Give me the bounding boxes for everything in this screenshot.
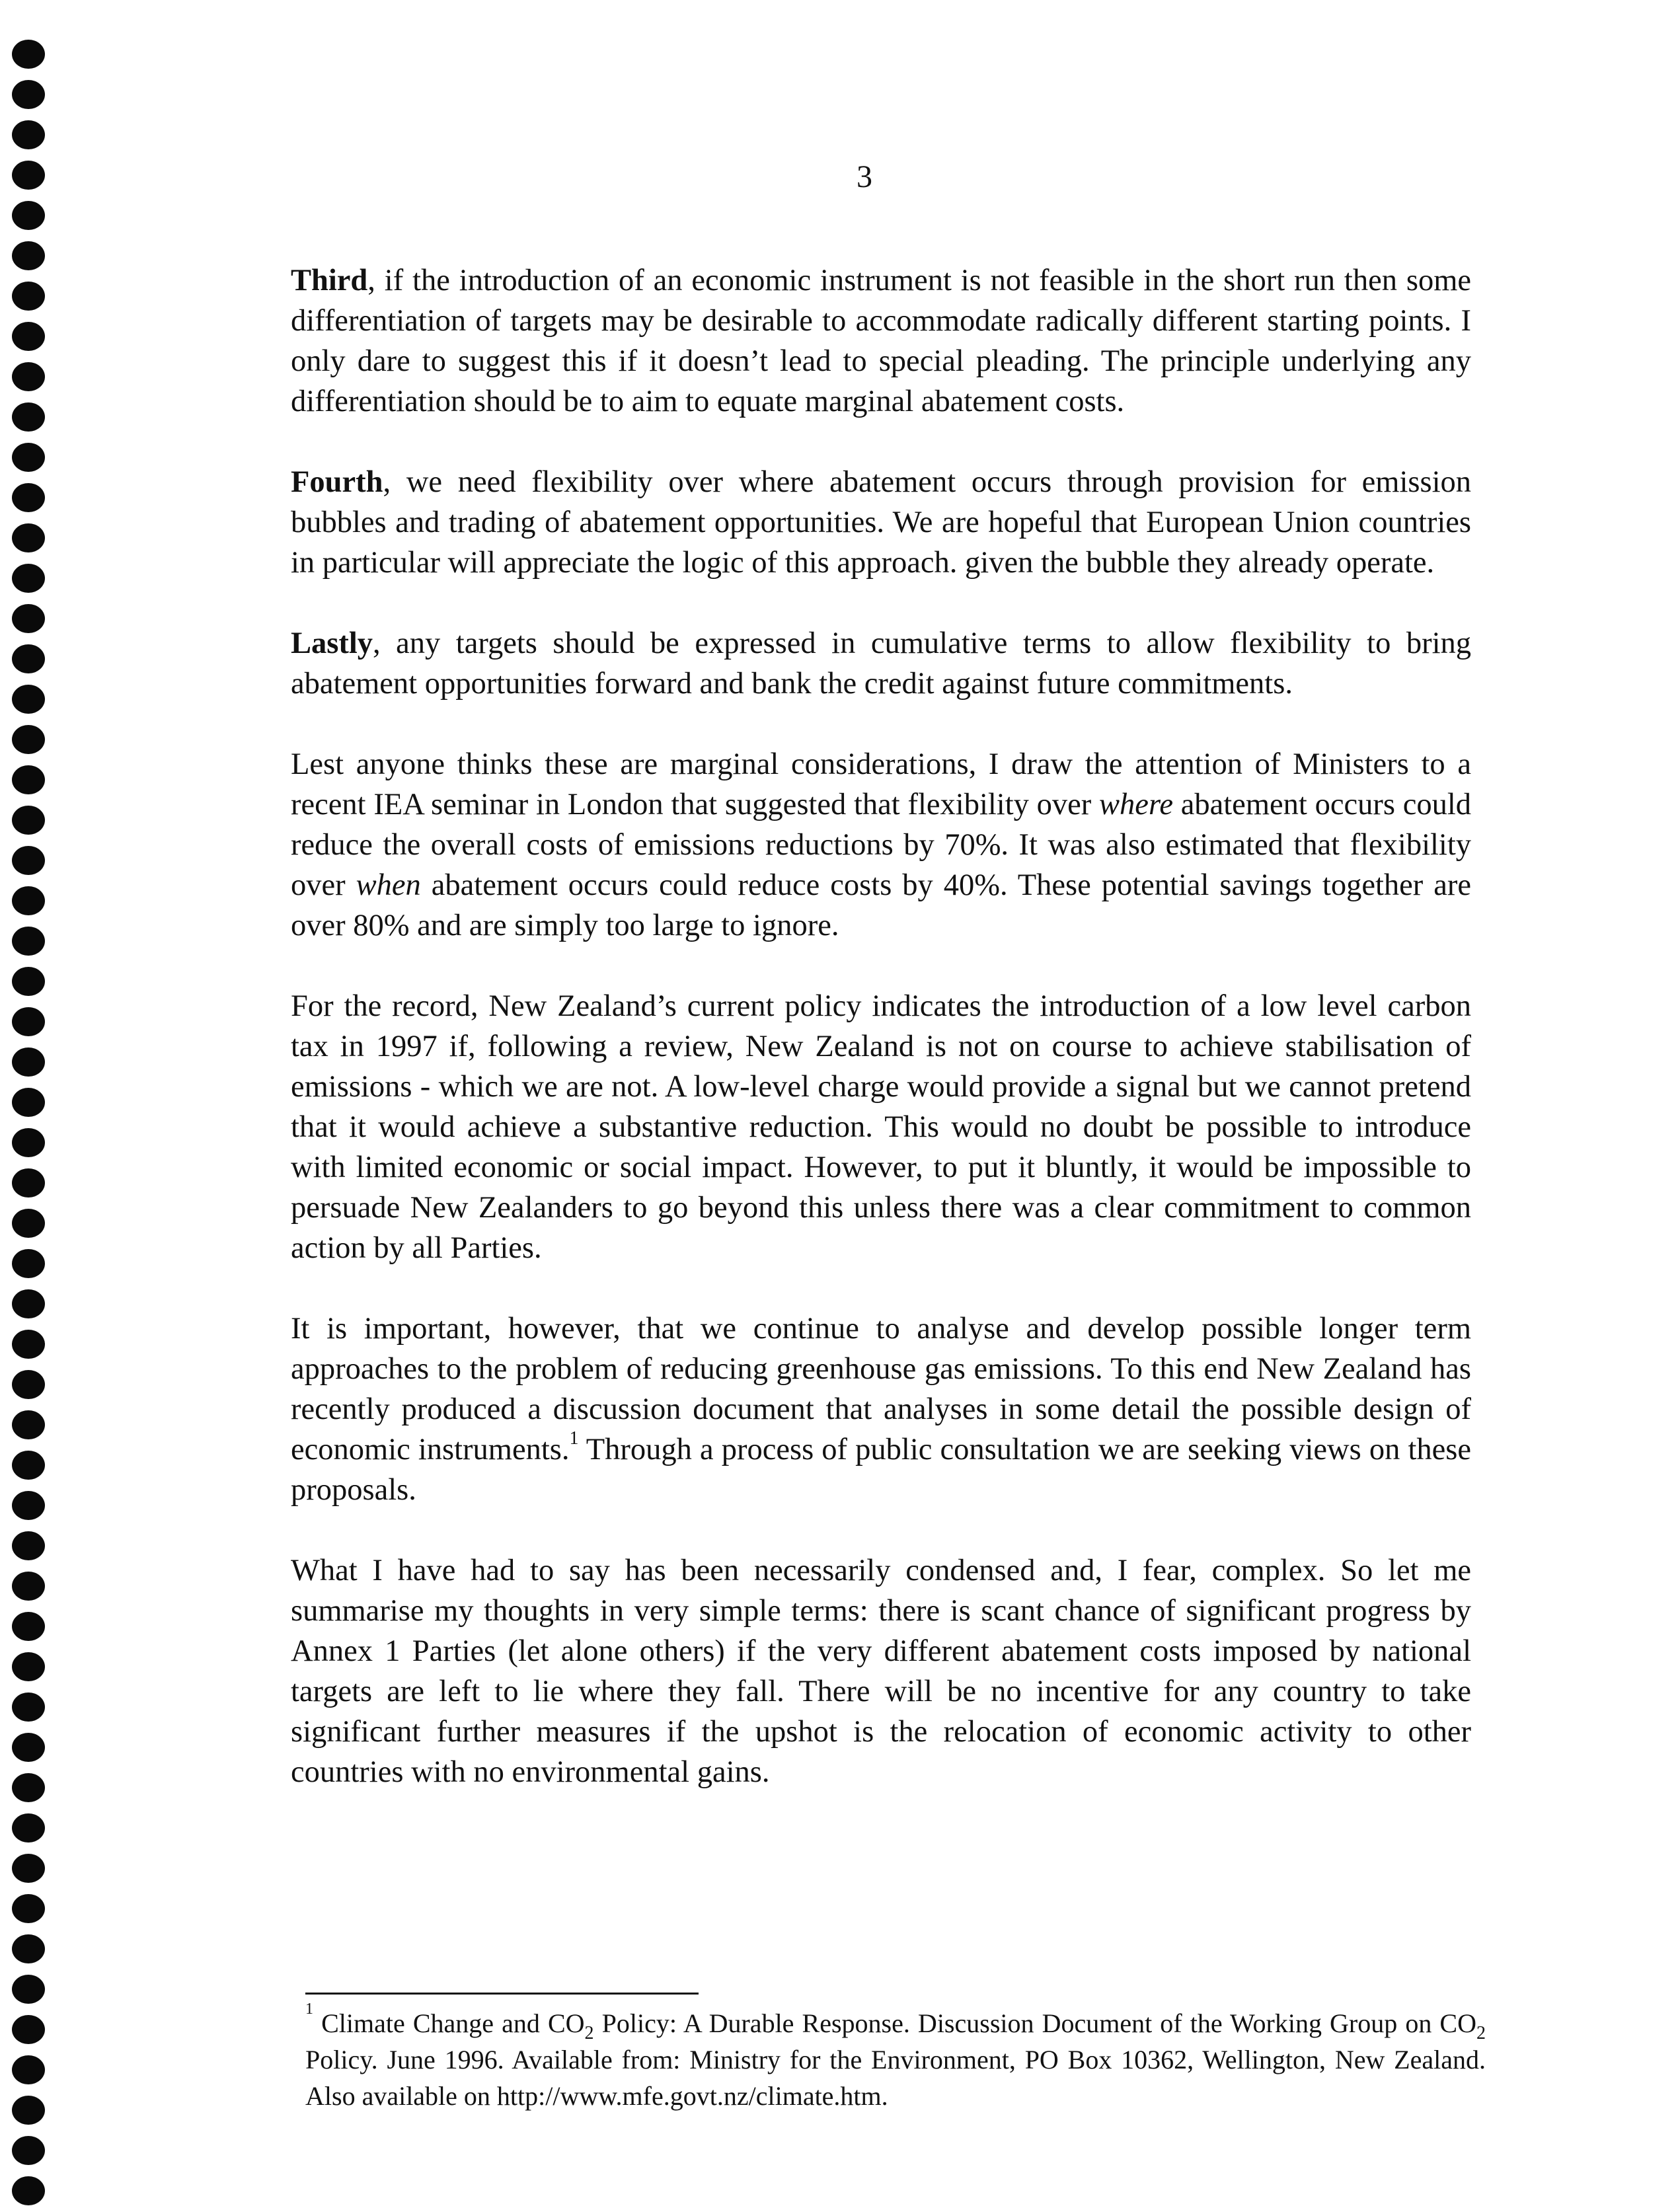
binding-hole xyxy=(12,1773,45,1802)
binding-hole xyxy=(12,80,45,109)
binding-hole xyxy=(12,483,45,512)
paragraph-body: Lest anyone thinks these are marginal considerations, I draw the attention of Ministers to a recent IEA seminar in London that suggested that flexibility over xyxy=(291,747,1471,821)
page-number: 3 xyxy=(857,159,872,194)
footnote-divider xyxy=(305,1993,699,1995)
binding-hole xyxy=(12,120,45,149)
binding-hole xyxy=(12,1249,45,1278)
binding-hole xyxy=(12,161,45,190)
binding-hole xyxy=(12,1572,45,1601)
binding-hole xyxy=(12,241,45,270)
binding-hole xyxy=(12,282,45,311)
body-text xyxy=(291,260,1471,1833)
footnote-text: Policy: A Durable Response. Discussion Document of the Working Group on CO xyxy=(593,2008,1476,2038)
paragraph-body: For the record, New Zealand’s current policy indicates the introduction of a low level carbon tax in 1997 if, following a review, New Zealand is not on course to achieve stabilisation of emissions - which we are not. A low-level charge would provide a signal but we cannot pretend that it would achieve a substantive reduction. This would no doubt be possible to introduce with limited economic or social impact. However, to put it bluntly, it would be impossible to persuade New Zealanders to go beyond this unless there was a clear commitment to common action by all Parties. xyxy=(291,989,1471,1265)
binding-hole xyxy=(12,644,45,673)
binding-hole xyxy=(12,1370,45,1399)
subscript: 2 xyxy=(1476,2023,1486,2043)
paragraph-lead: Third xyxy=(291,264,368,297)
binding-hole xyxy=(12,362,45,391)
binding-hole xyxy=(12,322,45,351)
binding-hole xyxy=(12,1733,45,1762)
binding-hole xyxy=(12,1652,45,1681)
paragraph-fourth xyxy=(291,462,1471,583)
subscript: 2 xyxy=(584,2023,594,2043)
paragraph-third xyxy=(291,260,1471,422)
paragraph-body: It is important, however, that we continue to analyse and develop possible longer term approaches to the problem of reducing greenhouse gas emissions. To this end New Zealand has recently produced a discussion document that analyses in some detail the possible design of economic instruments. xyxy=(291,1312,1471,1466)
binding-hole xyxy=(12,604,45,633)
binding-hole xyxy=(12,443,45,472)
binding-hole xyxy=(12,846,45,875)
binding-hole xyxy=(12,2015,45,2044)
paragraph-body: , if the introduction of an economic instrument is not feasible in the short run then some differentiation of targets may be desirable to accommodate radically different starting points. I only dare to suggest this if it doesn’t lead to special pleading. The principle underlying any differentiation should be to aim to equate marginal abatement costs. xyxy=(291,264,1471,418)
binding-hole xyxy=(12,1168,45,1198)
binding-hole xyxy=(12,1934,45,1963)
binding-holes xyxy=(12,40,46,2201)
binding-hole xyxy=(12,806,45,835)
paragraph-analyse xyxy=(291,1309,1471,1510)
binding-hole xyxy=(12,523,45,552)
binding-hole xyxy=(12,1451,45,1480)
binding-hole xyxy=(12,1007,45,1036)
paragraph-lastly xyxy=(291,623,1471,704)
binding-hole xyxy=(12,1330,45,1359)
paragraph-body: Through a process of public consultation we are seeking views on these proposals. xyxy=(291,1433,1471,1507)
binding-hole xyxy=(12,1047,45,1077)
binding-hole xyxy=(12,1410,45,1439)
binding-hole xyxy=(12,2055,45,2084)
binding-hole xyxy=(12,1894,45,1923)
paragraph-summary xyxy=(291,1550,1471,1792)
binding-hole xyxy=(12,40,45,69)
emphasis-when: when xyxy=(356,868,421,902)
binding-hole xyxy=(12,2096,45,2125)
paragraph-body: abatement occurs could reduce the overall costs of emissions reductions by 70%. It was also estimated that flexibility over xyxy=(291,788,1472,902)
binding-hole xyxy=(12,2136,45,2165)
paragraph-lead: Fourth xyxy=(291,465,383,499)
binding-hole xyxy=(12,765,45,794)
binding-hole xyxy=(12,1128,45,1157)
binding-hole xyxy=(12,1088,45,1117)
paragraph-flexibility xyxy=(291,744,1471,946)
binding-hole xyxy=(12,1854,45,1883)
binding-hole xyxy=(12,886,45,915)
paragraph-body: , we need flexibility over where abatement occurs through provision for emission bubbles and trading of abatement opportunities. We are hopeful that European Union countries in particular will appreciate the logic of this approach. given the bubble they already operate. xyxy=(291,465,1471,580)
binding-hole xyxy=(12,1612,45,1641)
paragraph-body: abatement occurs could reduce costs by 40%. These potential savings together are over 80% and are simply too large to ignore. xyxy=(291,868,1472,942)
footnote-reference[interactable]: 1 xyxy=(569,1428,579,1449)
paragraph-record xyxy=(291,986,1471,1268)
footnote-marker: 1 xyxy=(305,2000,313,2018)
paragraph-lead: Lastly xyxy=(291,627,373,660)
paragraph-body: , any targets should be expressed in cumulative terms to allow flexibility to bring abatement opportunities forward and bank the credit against future commitments. xyxy=(291,627,1471,701)
binding-hole xyxy=(12,1813,45,1843)
binding-hole xyxy=(12,564,45,593)
footnote xyxy=(305,2000,1486,2114)
binding-hole xyxy=(12,402,45,432)
binding-hole xyxy=(12,1209,45,1238)
binding-hole xyxy=(12,1975,45,2004)
binding-hole xyxy=(12,967,45,996)
paragraph-body: What I have had to say has been necessarily condensed and, I fear, complex. So let me summarise my thoughts in very simple terms: there is scant chance of significant progress by Annex 1 Parties (let alone others) if the very different abatement costs imposed by national targets are left to lie where they fall. There will be no incentive for any country to take significant further measures if the upshot is the relocation of economic activity to other countries with no environmental gains. xyxy=(291,1554,1471,1789)
binding-hole xyxy=(12,201,45,230)
binding-hole xyxy=(12,725,45,754)
emphasis-where: where xyxy=(1099,788,1173,821)
binding-hole xyxy=(12,1289,45,1318)
binding-hole xyxy=(12,1531,45,1560)
binding-hole xyxy=(12,1693,45,1722)
binding-hole xyxy=(12,685,45,714)
footnote-text: Policy. June 1996. Available from: Ministry for the Environment, PO Box 10362, Wellington, New Zealand. Also available on http://www.mfe.govt.nz/climate.htm. xyxy=(305,2045,1486,2111)
binding-hole xyxy=(12,927,45,956)
footnote-text: Climate Change and CO xyxy=(313,2008,585,2038)
binding-hole xyxy=(12,2176,45,2205)
binding-hole xyxy=(12,1491,45,1520)
